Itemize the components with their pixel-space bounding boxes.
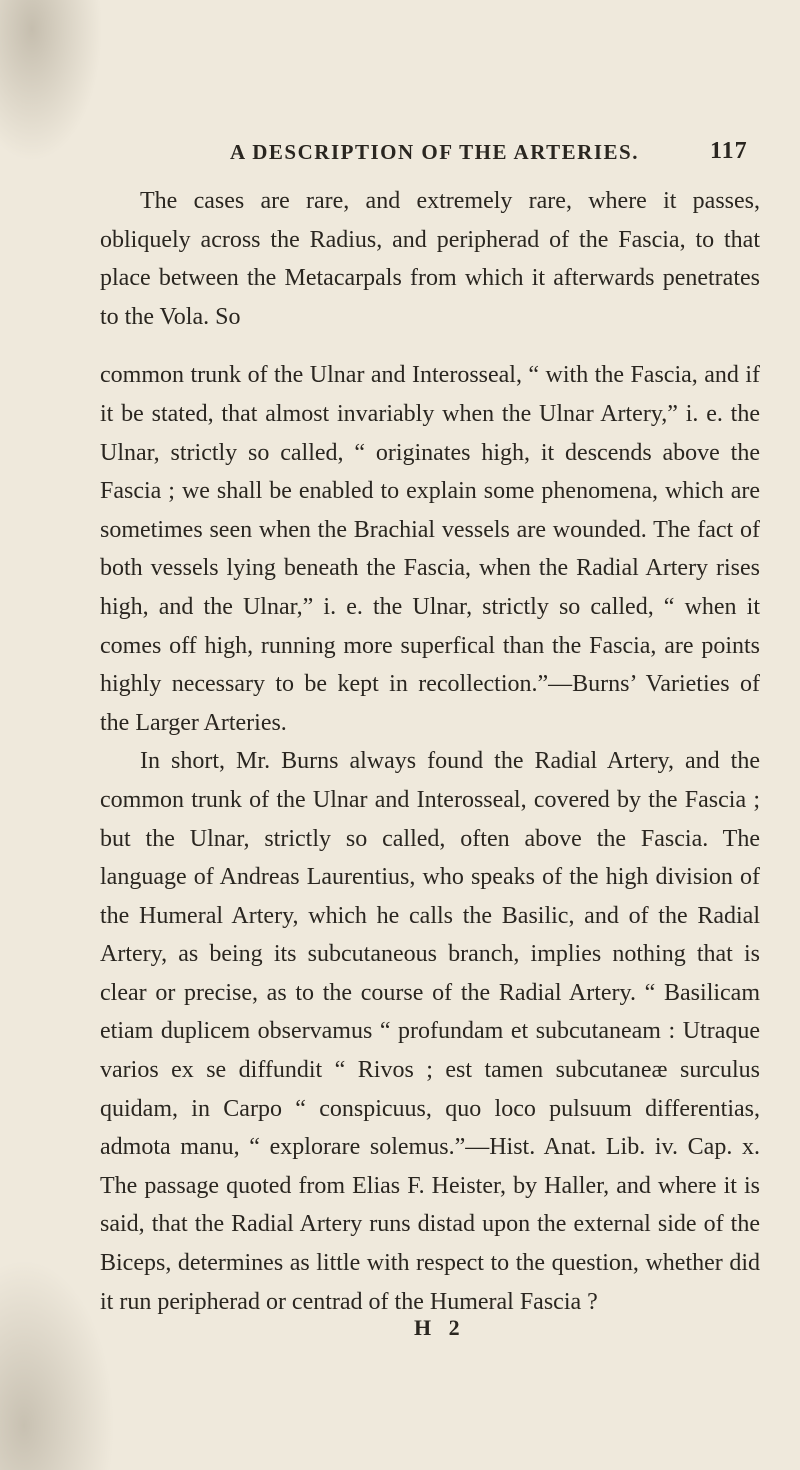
paragraph-3: In short, Mr. Burns always found the Radial Artery, and the common trunk of the Ulnar and Interosseal, covered by the Fascia ; but the Ulnar, strictly so called, often above the Fascia. The language of Andreas Laurentius, who speaks of the high division of the Humeral Artery, which he calls the Basilic, and of the Radial Artery, as being its subcutaneous branch, implies nothing that is clear or precise, as to the course of the Radial Artery. “ Basilicam etiam duplicem observamus “ profundam et subcutaneam : Utraque varios ex se diffundit “ Rivos ; est tamen subcutaneæ surculus quidam, in Carpo “ conspicuus, quo loco pulsuum differentias, admota manu, “ explorare solemus.”—Hist. Anat. Lib. iv. Cap. x. The passage quoted from Elias F. Heister, by Haller, and where it is said, that the Radial Artery runs distad upon the external side of the Biceps, determines as little with respect to the question, whether did it run peripherad or centrad of the Humeral Fascia ? (100, 748, 760, 1315)
body-text (100, 182, 760, 1321)
running-title: A DESCRIPTION OF THE ARTERIES. (230, 140, 639, 164)
signature-mark: H 2 (414, 1315, 466, 1340)
paragraph-1: The cases are rare, and extremely rare, where it passes, obliquely across the Radius, and peripherad of the Fascia, to that place between the Metacarpals from which it afterwards penetrates to the Vola. So (100, 188, 760, 330)
page-number: 117 (710, 138, 748, 164)
page-header (0, 134, 800, 174)
paragraph-2: common trunk of the Ulnar and Interosseal, “ with the Fascia, and if it be stated, that almost invariably when the Ulnar Artery,” i. e. the Ulnar, strictly so called, “ originates high, it descends above the Fascia ; we shall be enabled to explain some phenomena, which are sometimes seen when the Brachial vessels are wounded. The fact of both vessels lying beneath the Fascia, when the Radial Artery rises high, and the Ulnar,” i. e. the Ulnar, strictly so called, “ when it comes off high, running more superfical than the Fascia, are points highly necessary to be kept in recollection.”—Burns’ Varieties of the Larger Arteries. (100, 362, 760, 736)
paragraph-gap (100, 336, 760, 356)
